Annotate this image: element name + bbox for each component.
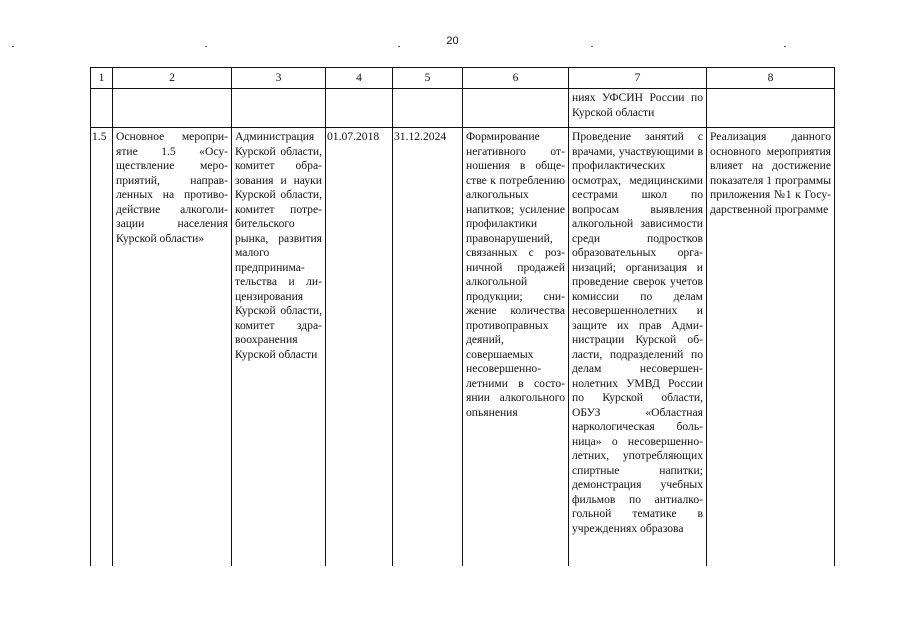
expected-result-cell: Формирование негативного отношения в обществе к потреблению алкогольных напитков; усиление профилактики правонарушений, связанных с розничной продажей алкогольной продукции; снижение количества противоправных деяний, совершаемых несовершеннолетними в состоянии алкогольного опьянения — [463, 128, 569, 567]
empty-cell — [707, 89, 835, 128]
empty-cell — [91, 89, 113, 128]
continuation-row — [91, 89, 835, 128]
continued-activities-cell: ниях УФСИН России по Курской области — [569, 89, 707, 128]
header-cell: 2 — [113, 68, 232, 89]
end-date-cell: 31.12.2024 — [393, 128, 463, 567]
start-date-cell: 01.07.2018 — [326, 128, 393, 567]
empty-cell — [113, 89, 232, 128]
scan-dot — [12, 46, 14, 47]
scan-dot — [591, 46, 593, 47]
empty-cell — [326, 89, 393, 128]
scan-dot — [205, 46, 207, 47]
empty-cell — [393, 89, 463, 128]
program-table — [90, 67, 835, 566]
page-number: 20 — [446, 35, 459, 47]
relation-cell: Реализация данного основного мероприятия влияет на достижение показателя 1 программы приложения №1 к Государственной программе — [707, 128, 835, 567]
table-row — [91, 128, 835, 567]
header-cell: 5 — [393, 68, 463, 89]
header-row — [91, 68, 835, 89]
event-name-cell: Основное мероприятие 1.5 «Осуществление мероприятий, направленных на противодействие алкоголизации населения Курской области» — [113, 128, 232, 567]
header-cell: 6 — [463, 68, 569, 89]
header-cell: 7 — [569, 68, 707, 89]
header-cell: 8 — [707, 68, 835, 89]
row-number-cell: 1.5 — [91, 128, 113, 567]
scan-dot — [398, 46, 400, 47]
header-cell: 3 — [232, 68, 326, 89]
empty-cell — [232, 89, 326, 128]
header-cell: 4 — [326, 68, 393, 89]
empty-cell — [463, 89, 569, 128]
executors-cell: Администрация Курской области, комитет образования и науки Курской области, комитет потребительского рынка, развития малого предпринимательства и лицензирования Курской области, комитет здравоохранения Курской области — [232, 128, 326, 567]
scan-dot — [784, 46, 786, 47]
activities-cell: Проведение занятий с врачами, участвующими в профилактических осмотрах, медицинскими сестрами школ по вопросам выявления алкогольной зависимости среди подростков образовательных организаций; организация и проведение сверок учетов комиссии по делам несовершеннолетних и защите их прав Администрации Курской области, подразделений по делам несовершеннолетних УМВД России по Курской области, ОБУЗ «Областная наркологическая больница» о несовершеннолетних, употребляющих спиртные напитки; демонстрация учебных фильмов по антиалкогольной тематике в учреждениях образова — [569, 128, 707, 567]
header-cell: 1 — [91, 68, 113, 89]
